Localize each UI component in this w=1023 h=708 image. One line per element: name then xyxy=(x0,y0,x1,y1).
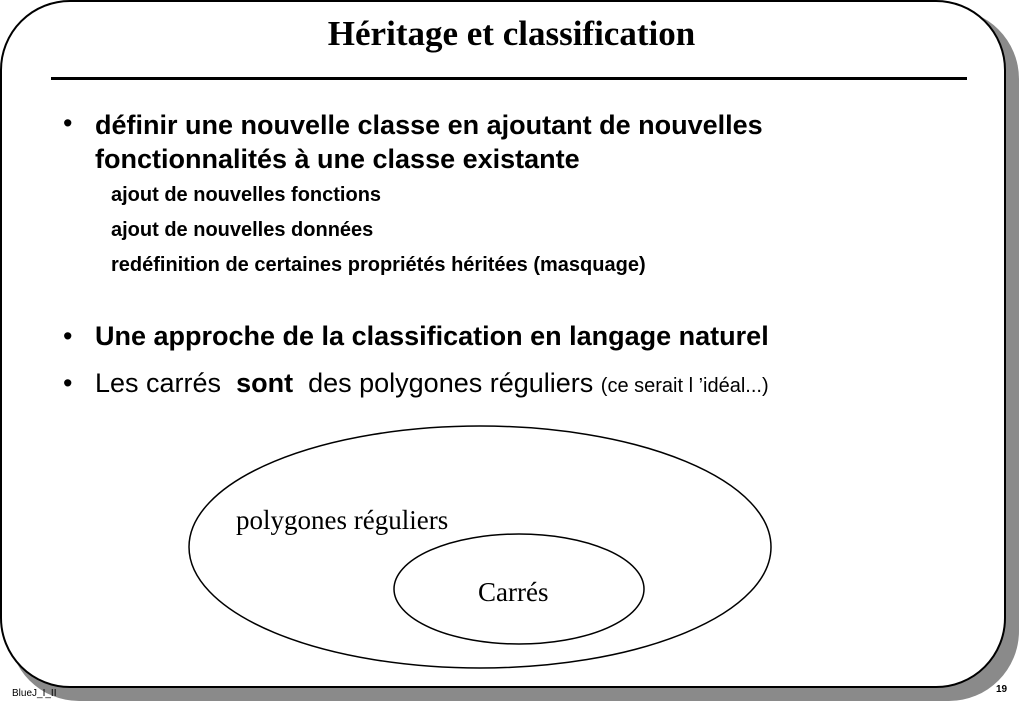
bullet-3-part1: Les carrés xyxy=(95,368,222,398)
bullet-3-emphasis: sont xyxy=(236,368,294,398)
page-number: 19 xyxy=(996,684,1008,695)
bullet-3-part2: des polygones réguliers xyxy=(308,368,594,398)
bullet-marker-2: • xyxy=(63,321,73,351)
outer-set-ellipse xyxy=(189,426,771,668)
bullet-2-text: Une approche de la classification en langage naturel xyxy=(95,321,769,351)
sub-item-3: redéfinition de certaines propriétés héritées (masquage) xyxy=(111,254,646,276)
sub-item-1: ajout de nouvelles fonctions xyxy=(111,184,382,206)
bullet-1-text: définir une nouvelle classe en ajoutant de nouvelles fonctionnalités à une classe existante xyxy=(95,110,763,174)
slide-title: Héritage et classification xyxy=(327,14,696,53)
bullet-marker-1: • xyxy=(63,108,73,138)
bullet-marker-3: • xyxy=(63,368,73,398)
sub-item-2: ajout de nouvelles données xyxy=(111,219,374,241)
footer-source: BlueJ_I_II xyxy=(12,688,57,699)
bullet-3-note: (ce serait l ’idéal...) xyxy=(600,375,769,397)
outer-set-label: polygones réguliers xyxy=(236,505,449,535)
inner-set-label: Carrés xyxy=(478,577,549,607)
